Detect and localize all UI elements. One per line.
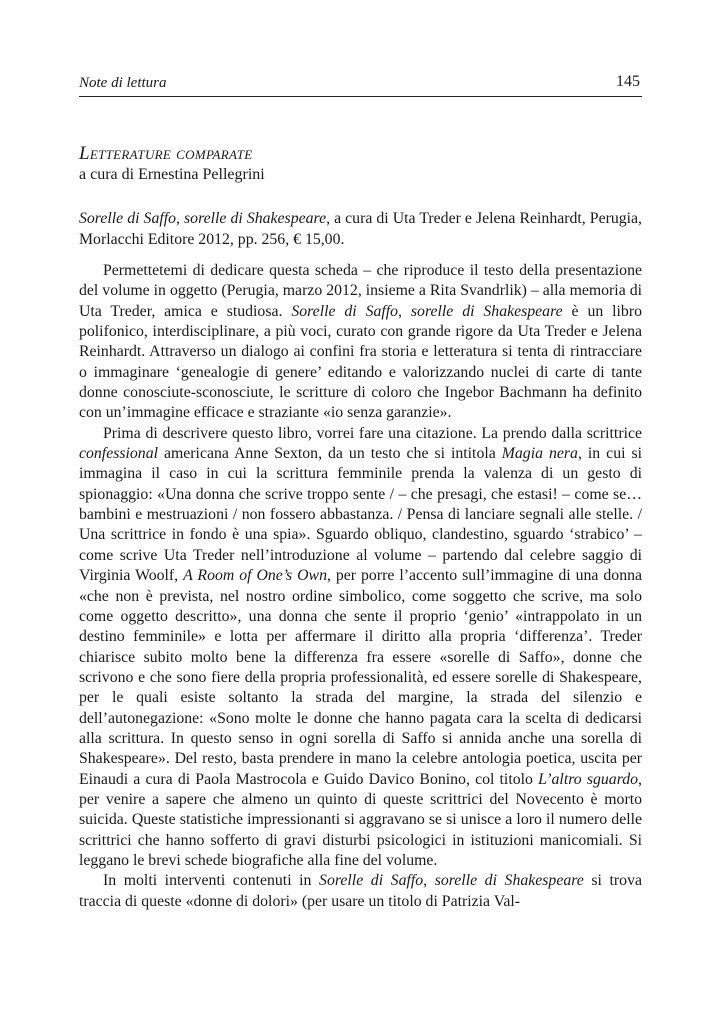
text-run: americana Anne Sexton, da un testo che si intitola [157,445,502,463]
text-run: In molti interventi contenuti in [103,872,320,890]
italic-text: L’altro sguardo [538,770,639,788]
text-run: , per venire a sapere che almeno un quinto di queste scrittrici del Novecento è morto suicida. Queste statistiche impressionanti si aggravano se si unisce a loro il numero delle scrittrici che hanno sofferto di gravi disturbi psicologici in istituzioni manicomiali. Si leggano le brevi schede biografiche alla fine del volume. [79,770,642,869]
running-header-section: Note di lettura [79,75,167,91]
body-paragraph [79,424,642,872]
text-run: , in cui si immagina il caso in cui la scrittura femminile prenda la valenza di un gesto di spionaggio: «Una donna che scrive troppo sente / – che presagi, che estasi! – come se… bambini e mestruazioni / non fossero abbastanza. / Pensa di lanciare segnali alle stelle. / Una scrittrice in fondo è una spia». Sguardo obliquo, clandestino, sguardo ‘strabico’ – come scrive Uta Treder nell’introduzione al volume – partendo dal celebre saggio di Virginia Woolf, [79,445,643,585]
review-body [79,261,642,912]
text-run: si trova traccia di queste «donne di dolori» (per usare un titolo di Patrizia Val- [79,872,642,910]
text-run: , per porre l’accento sull’immagine di una donna «che non è prevista, nel nostro ordine simbolico, come soggetto che scrive, ma solo come oggetto descritto», una donna che sente il proprio ‘genio’ «intrappolato in un destino femminile» e lotta per affermare il diritto alla propria ‘differenza’. Treder chiarisce subito molto bene la differenza fra essere «sorelle di Saffo», donne che scrivono e che sono fiere della propria professionalità, ed essere sorelle di Shakespeare, per le quali esiste soltanto la strada del margine, la strada del silenzio e dell’autonegazione: «Sono molte le donne che hanno pagata cara la scelta di dedicarsi alla scrittura. In questo senso in ogni sorella di Saffo si annida anche una sorella di Shakespeare». Del resto, basta prendere in mano la celebre antologia poetica, uscita per Einaudi a cura di Paola Mastrocola e Guido Davico Bonino, col titolo [79,567,642,788]
italic-text: A Room of One’s Own [183,567,327,585]
body-paragraph [79,871,642,912]
page-number: 145 [616,73,640,90]
italic-text: sorelle di Shakespeare [434,872,584,890]
bibliographic-details: , a cura di Uta Treder e Jelena Reinhardt, Perugia, Morlacchi Editore 2012, pp. 256, € 15,00. [79,210,642,248]
text-run: è un libro polifonico, interdisciplinare, a più voci, curato con grande rigore da Uta Treder e Jelena Reinhardt. Attraverso un dialogo ai confini fra storia e letteratura si tenta di rintracciare o immaginare ‘genealogie di genere’ editando e valorizzando nuclei di carte di tante donne conosciute-sconosciute, le scritture di coloro che Ingebor Bachmann ha definito con un’immagine efficace e straziante «io senza garanzie». [79,302,642,422]
italic-text: Magia nera [501,445,578,463]
text-run: Permettetemi di dedicare questa scheda – che riproduce il testo della presentazione del volume in oggetto (Perugia, marzo 2012, insieme a Rita Svandrlik) – alla memoria di Uta Treder, amica e studiosa. [79,262,642,320]
text-run: , [423,872,435,890]
italic-text: Sorelle di Saffo, sorelle di Shakespeare [291,302,563,320]
section-editor: a cura di Ernestina Pellegrini [79,166,265,183]
text-run: Prima di descrivere questo libro, vorrei fare una citazione. La prendo dalla scrittrice [103,424,642,442]
book-title: Sorelle di Saffo, sorelle di Shakespeare [79,210,327,227]
running-header [79,72,642,97]
body-paragraph [79,261,642,424]
italic-text: confessional [79,445,158,463]
italic-text: Sorelle di Saffo [319,872,424,890]
section-title: Letterature comparate [79,143,253,164]
bibliographic-reference [79,208,642,250]
